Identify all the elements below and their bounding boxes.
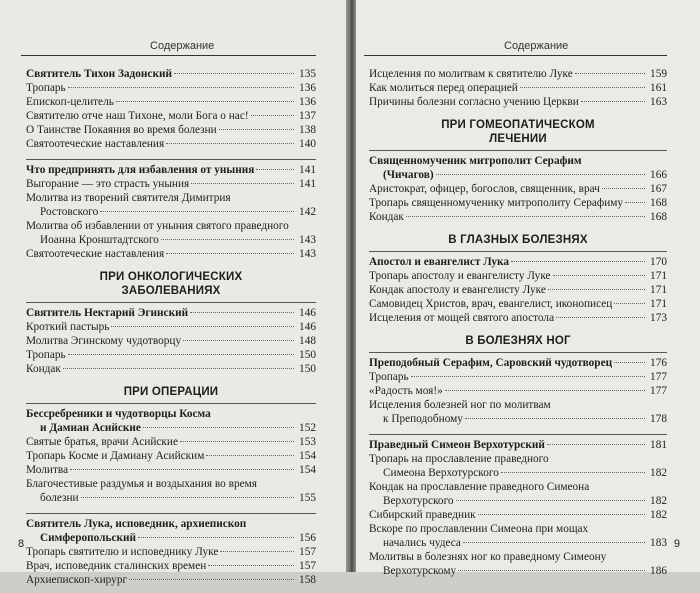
section-gap (26, 151, 316, 157)
toc-page-number: 173 (650, 312, 667, 324)
section-rule (369, 150, 667, 151)
section-heading-line: В ГЛАЗНЫХ БОЛЕЗНЯХ (448, 234, 588, 246)
dot-leader (68, 87, 294, 88)
toc-entry (26, 449, 316, 463)
toc-entry (26, 463, 316, 477)
toc-entry (369, 210, 667, 224)
toc-entry (26, 67, 316, 81)
toc-entry (26, 123, 316, 137)
dot-leader (220, 551, 294, 552)
toc-page-number: 161 (650, 82, 667, 94)
toc-page-number: 167 (650, 183, 667, 195)
toc-entry-title: Самовидец Христов, врач, евангелист, иконописец (369, 298, 613, 310)
toc-entry-title: Преподобный Серафим, Саровский чудотворец (369, 357, 613, 369)
toc-entry-title: Тропарь (26, 349, 66, 361)
toc-entry-title: Тропарь апостолу и евангелисту Луке (369, 270, 551, 282)
toc-entry-title: Молитва об избавлении от уныния святого праведного (26, 220, 289, 232)
toc-entry (26, 491, 316, 505)
dot-leader (556, 317, 645, 318)
toc-entry-continuation: (Чичагов) (383, 169, 434, 181)
dot-leader (625, 202, 645, 203)
toc-entry-title: Кондак (369, 211, 404, 223)
toc-page-number: 136 (299, 96, 316, 108)
section-heading-line: ПРИ ОПЕРАЦИИ (123, 386, 219, 398)
toc-entry-title: Молитва Эгинскому чудотворцу (26, 335, 182, 347)
toc-page-number: 177 (650, 371, 667, 383)
header-rule (364, 55, 667, 56)
running-header: Содержание (150, 40, 215, 52)
left-page (0, 0, 346, 586)
toc-entry-title: Кондак на прославление праведного Симеона (369, 481, 590, 493)
section-heading (26, 267, 316, 300)
toc-entry (369, 67, 667, 81)
toc-entry-title: О Таинстве Покаяния во время болезни (26, 124, 217, 136)
toc-page-number: 150 (299, 349, 316, 361)
toc-entry-title: Выгорание — это страсть уныния (26, 178, 190, 190)
toc-entry (369, 564, 667, 578)
running-header: Содержание (504, 40, 569, 52)
toc-entry-title: Святитель Лука, исповедник, архиепископ (26, 518, 247, 530)
toc-page-number: 141 (299, 178, 316, 190)
toc-entry (369, 356, 667, 370)
toc-page-number: 163 (650, 96, 667, 108)
dot-leader (520, 87, 645, 88)
toc-page-number: 138 (299, 124, 316, 136)
dot-leader (70, 469, 294, 470)
section-heading-line: ЛЕЧЕНИИ (489, 133, 547, 145)
section-rule (26, 513, 316, 514)
toc-entry (26, 109, 316, 123)
dot-leader (465, 418, 645, 419)
toc-page-number: 171 (650, 270, 667, 282)
toc-entry-title: Тропарь святителю и исповеднику Луке (26, 546, 219, 558)
toc-entry-title: Благочестивые раздумья и воздыхания во время (26, 478, 257, 490)
dot-leader (463, 542, 645, 543)
toc-entry-continuation: Верхотурскому (383, 565, 457, 577)
toc-entry (369, 182, 667, 196)
toc-page-number: 142 (299, 206, 316, 218)
toc-entry-title: Кондак (26, 363, 61, 375)
section-heading-line: ЗАБОЛЕВАНИЯХ (121, 285, 221, 297)
toc-entry (26, 247, 316, 261)
dot-leader (111, 326, 294, 327)
section-heading-line: ПРИ ОНКОЛОГИЧЕСКИХ (99, 271, 243, 283)
toc-entry (369, 438, 667, 452)
toc-entry (26, 334, 316, 348)
dot-leader (478, 514, 645, 515)
toc-page-number: 166 (650, 169, 667, 181)
toc-page-number: 182 (650, 509, 667, 521)
section-heading (369, 115, 667, 148)
toc-entry-title: Святоотеческие наставления (26, 138, 165, 150)
section-rule (369, 434, 667, 435)
toc-entry (26, 177, 316, 191)
toc-entry (369, 370, 667, 384)
toc-entry-title: Молитва (26, 464, 69, 476)
toc-entry (369, 283, 667, 297)
toc-entry-title: Кроткий пастырь (26, 321, 110, 333)
toc-entry (369, 412, 667, 426)
toc-page-number: 146 (299, 307, 316, 319)
dot-leader (256, 169, 294, 170)
toc-entry-continuation: Верхотурского (383, 495, 454, 507)
toc-entry (369, 255, 667, 269)
toc-page-number: 171 (650, 284, 667, 296)
toc-page-number: 156 (299, 532, 316, 544)
toc-entry-continuation: начались чудеса (383, 537, 461, 549)
toc-entry (26, 81, 316, 95)
toc-entry (26, 573, 316, 587)
toc-entry (26, 205, 316, 219)
toc-page-number: 157 (299, 560, 316, 572)
dot-leader (602, 188, 645, 189)
header-rule (21, 55, 316, 56)
dot-leader (63, 368, 294, 369)
dot-leader (548, 289, 645, 290)
toc-page-number: 155 (299, 492, 316, 504)
dot-leader (68, 354, 294, 355)
toc-entry-title: Врач, исповедник сталинских времен (26, 560, 207, 572)
toc-entry (369, 536, 667, 550)
toc-entry-title: Тропарь на прославление праведного (369, 453, 549, 465)
dot-leader (445, 390, 645, 391)
dot-leader (511, 261, 645, 262)
toc-page-number: 154 (299, 464, 316, 476)
toc-entry (26, 233, 316, 247)
dot-leader (411, 376, 645, 377)
dot-leader (180, 441, 294, 442)
dot-leader (143, 427, 294, 428)
toc-entry-title: Бессребреники и чудотворцы Косма (26, 408, 211, 420)
toc-entry-title: Кондак апостолу и евангелисту Луке (369, 284, 546, 296)
toc-entry-title: Тропарь Косме и Дамиану Асийским (26, 450, 205, 462)
dot-leader (166, 253, 294, 254)
toc-page-number: 137 (299, 110, 316, 122)
toc-entry-title: Исцеления от мощей святого апостола (369, 312, 555, 324)
toc-page-number: 153 (299, 436, 316, 448)
section-gap (369, 426, 667, 432)
toc-entry-continuation: болезни (40, 492, 79, 504)
toc-entry-title: Праведный Симеон Верхотурский (369, 439, 545, 451)
dot-leader (100, 211, 294, 212)
toc-entry-title: Епископ-целитель (26, 96, 114, 108)
toc-entry (369, 494, 667, 508)
dot-leader (206, 455, 294, 456)
toc-page-number: 159 (650, 68, 667, 80)
toc-entry-continuation: Иоанна Кронштадтского (40, 234, 159, 246)
dot-leader (219, 129, 294, 130)
toc-entry-title: Как молиться перед операцией (369, 82, 518, 94)
toc-entry-title: «Радость моя!» (369, 385, 443, 397)
toc-entry-title: Вскоре по прославлении Симеона при мощах (369, 523, 589, 535)
book-gutter (346, 0, 356, 572)
dot-leader (138, 537, 294, 538)
toc-page-number: 148 (299, 335, 316, 347)
section-heading (26, 382, 316, 401)
section-gap (369, 578, 667, 584)
toc-page-number: 181 (650, 439, 667, 451)
toc-entry (26, 320, 316, 334)
toc-entry (26, 137, 316, 151)
toc-entry (369, 95, 667, 109)
dot-leader (458, 570, 645, 571)
toc-page-number: 150 (299, 363, 316, 375)
toc-page-number: 158 (299, 574, 316, 586)
dot-leader (251, 115, 294, 116)
toc-entry-title: Сибирский праведник (369, 509, 476, 521)
toc-page-number: 176 (650, 357, 667, 369)
toc-entry-title: Молитвы в болезнях ног ко праведному Симеону (369, 551, 607, 563)
toc-entry (369, 311, 667, 325)
toc-entry-title: Что предпринять для избавления от уныния (26, 164, 255, 176)
toc-entry (26, 421, 316, 435)
toc-entry (369, 297, 667, 311)
toc-entry-title: Исцеления болезней ног по молитвам (369, 399, 551, 411)
toc-entry (369, 196, 667, 210)
toc-entry (369, 81, 667, 95)
dot-leader (183, 340, 294, 341)
toc-entry (26, 362, 316, 376)
toc-page-number: 168 (650, 197, 667, 209)
toc-entry-title: Архиепископ-хирург (26, 574, 128, 586)
toc-page-number: 157 (299, 546, 316, 558)
toc-entry (26, 531, 316, 545)
section-rule (26, 159, 316, 160)
page-number: 9 (673, 538, 680, 550)
toc-entry-title: Тропарь (26, 82, 66, 94)
toc-entry (369, 466, 667, 480)
toc-entry-continuation: Ростовского (40, 206, 99, 218)
dot-leader (614, 303, 645, 304)
dot-leader (614, 362, 645, 363)
dot-leader (116, 101, 294, 102)
dot-leader (547, 444, 645, 445)
toc-entry-title: Молитва из творений святителя Димитрия (26, 192, 231, 204)
toc-page-number: 140 (299, 138, 316, 150)
toc-page-number: 146 (299, 321, 316, 333)
section-rule (26, 403, 316, 404)
toc-entry-title: Святителю отче наш Тихоне, моли Бога о нас! (26, 110, 249, 122)
toc-entry (369, 269, 667, 283)
toc-entry (26, 559, 316, 573)
dot-leader (406, 216, 645, 217)
dot-leader (575, 73, 645, 74)
toc-entry-title: Апостол и евангелист Лука (369, 256, 509, 268)
toc-page-number: 143 (299, 234, 316, 246)
toc-entry-continuation: Симеона Верхотурского (383, 467, 499, 479)
toc-page-number: 183 (650, 537, 667, 549)
toc-entry (26, 306, 316, 320)
toc-entry-title: Священномученик митрополит Серафим (369, 155, 582, 167)
toc-entry-title: Святые братья, врачи Асийские (26, 436, 178, 448)
dot-leader (166, 143, 294, 144)
toc-entry-title: Святитель Нектарий Эгинский (26, 307, 189, 319)
toc-page-number: 143 (299, 248, 316, 260)
toc-entry-title: Исцеления по молитвам к святителю Луке (369, 68, 573, 80)
dot-leader (456, 500, 645, 501)
toc-page-number: 135 (299, 68, 316, 80)
toc-page-number: 152 (299, 422, 316, 434)
toc-page-number: 177 (650, 385, 667, 397)
section-heading (369, 230, 667, 249)
dot-leader (129, 579, 294, 580)
toc-page-number: 186 (650, 565, 667, 577)
right-page (356, 0, 700, 577)
dot-leader (191, 183, 294, 184)
section-gap (26, 505, 316, 511)
toc-page-number: 182 (650, 467, 667, 479)
dot-leader (208, 565, 294, 566)
toc-entry-title: Святоотеческие наставления (26, 248, 165, 260)
section-gap (26, 587, 316, 593)
toc-entry (26, 348, 316, 362)
dot-leader (436, 174, 645, 175)
dot-leader (553, 275, 645, 276)
section-rule (26, 302, 316, 303)
toc-entry-title: Тропарь (369, 371, 409, 383)
toc-page-number: 170 (650, 256, 667, 268)
toc-page-number: 168 (650, 211, 667, 223)
dot-leader (174, 73, 294, 74)
toc-entry-continuation: к Преподобному (383, 413, 463, 425)
toc-entry-continuation: Симферопольский (40, 532, 136, 544)
toc-page-number: 136 (299, 82, 316, 94)
dot-leader (581, 101, 645, 102)
toc-entry (369, 384, 667, 398)
toc-page-number: 171 (650, 298, 667, 310)
toc-entry-title: Аристократ, офицер, богослов, священник, врач (369, 183, 600, 195)
toc-entry-title: Святитель Тихон Задонский (26, 68, 172, 80)
section-heading (369, 331, 667, 350)
dot-leader (501, 472, 645, 473)
toc-entry-continuation: и Дамиан Асийские (40, 422, 141, 434)
toc-entry (26, 435, 316, 449)
toc-entry (26, 95, 316, 109)
dot-leader (161, 239, 294, 240)
section-heading-line: ПРИ ГОМЕОПАТИЧЕСКОМ (441, 119, 595, 131)
toc-left (26, 67, 316, 593)
toc-page-number: 141 (299, 164, 316, 176)
section-rule (369, 251, 667, 252)
toc-entry (26, 163, 316, 177)
toc-entry-title: Тропарь священномученику митрополиту Серафиму (369, 197, 624, 209)
dot-leader (190, 312, 294, 313)
toc-entry-title: Причины болезни согласно учению Церкви (369, 96, 579, 108)
toc-page-number: 154 (299, 450, 316, 462)
dot-leader (81, 497, 294, 498)
toc-entry (369, 168, 667, 182)
section-rule (369, 352, 667, 353)
toc-entry (26, 545, 316, 559)
toc-page-number: 178 (650, 413, 667, 425)
section-heading-line: В БОЛЕЗНЯХ НОГ (465, 335, 571, 347)
toc-page-number: 182 (650, 495, 667, 507)
page-number: 8 (18, 538, 25, 550)
toc-entry (369, 508, 667, 522)
toc-right (369, 67, 667, 584)
